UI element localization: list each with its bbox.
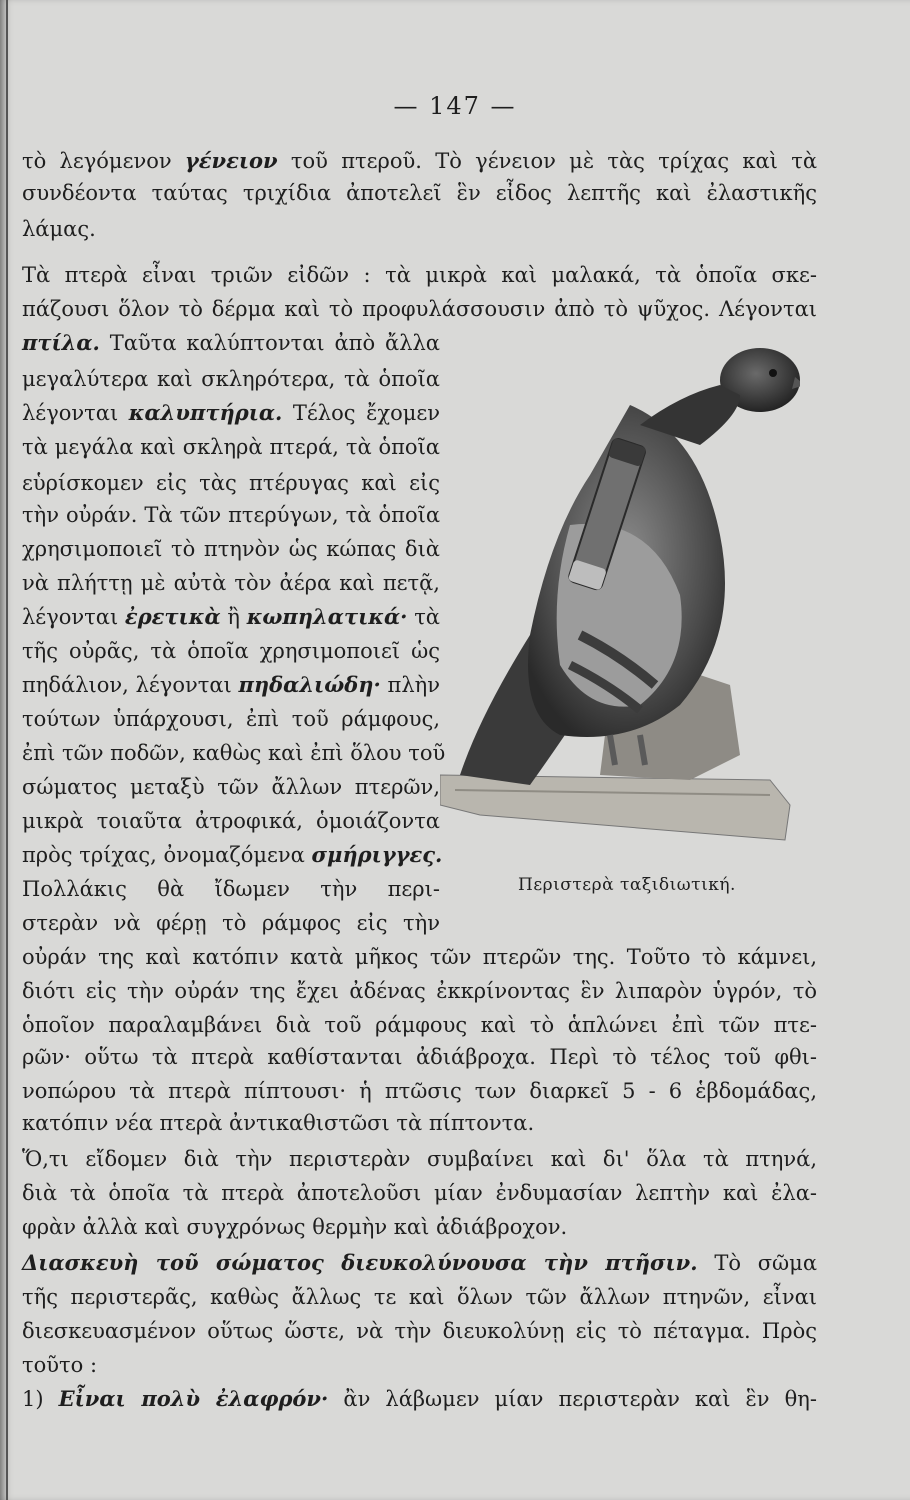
emphasized-term: πηδαλιώδη· xyxy=(238,672,381,697)
text-line: κατόπιν νέα πτερὰ ἀντικαθιστῶσι τὰ πίπτοντα. xyxy=(22,1111,535,1135)
text-line: πρὸς τρίχας, ὀνομαζόμενα σμήριγγες. xyxy=(22,842,443,867)
text-line: Διασκευὴ τοῦ σώματος διευκολύνουσα τὴν πτῆσιν. Τὸ σῶμα xyxy=(22,1250,817,1275)
text-line: στερὰν νὰ φέρῃ τὸ ράμφος εἰς τὴν xyxy=(22,911,440,935)
text-line: ἐπὶ τῶν ποδῶν, καθὼς καὶ ἐπὶ ὅλου τοῦ xyxy=(22,741,446,765)
text-line: ρῶν· οὕτω τὰ πτερὰ καθίστανται ἀδιάβροχα. Περὶ τὸ τέλος τοῦ φθι- xyxy=(22,1045,817,1069)
text-line: πηδάλιον, λέγονται πηδαλιώδη· πλὴν xyxy=(22,672,440,697)
text-line: εὑρίσκομεν εἰς τὰς πτέρυγας καὶ εἰς xyxy=(22,471,440,495)
text-line: τῆς οὐρᾶς, τὰ ὁποῖα χρησιμοποιεῖ ὡς xyxy=(22,639,440,663)
text-line: μικρὰ τοιαῦτα ἀτροφικά, ὁμοιάζοντα xyxy=(22,809,440,833)
text-line: συνδέοντα ταύτας τριχίδια ἀποτελεῖ ἓν εἶδος λεπτῆς καὶ ἐλαστικῆς xyxy=(22,181,817,205)
text-line: διότι εἰς τὴν οὐράν της ἔχει ἀδένας ἐκκρίνοντας ἓν λιπαρὸν ὑγρόν, τὸ xyxy=(22,979,817,1003)
text-line: τοῦτο : xyxy=(22,1353,98,1377)
text-line: διεσκευασμένον οὕτως ὥστε, νὰ τὴν διευκολύνῃ εἰς τὸ πέταγμα. Πρὸς xyxy=(22,1319,817,1343)
text-line: Τὰ πτερὰ εἶναι τριῶν εἰδῶν : τὰ μικρὰ καὶ μαλακά, τὰ ὁποῖα σκε- xyxy=(22,263,817,287)
text-line: Πολλάκις θὰ ἴδωμεν τὴν περι- xyxy=(22,877,440,901)
emphasized-term: κωπηλατικά· xyxy=(246,604,408,629)
text-line: νοπώρου τὰ πτερὰ πίπτουσι· ἡ πτῶσις των διαρκεῖ 5 - 6 ἑβδομάδας, xyxy=(22,1079,817,1103)
text-line: Ὅ,τι εἴδομεν διὰ τὴν περιστερὰν συμβαίνει καὶ δι' ὅλα τὰ πτηνά, xyxy=(22,1147,817,1171)
emphasized-term: σμήριγγες. xyxy=(311,842,443,867)
text-line: λέγονται ἐρετικὰ ἢ κωπηλατικά· τὰ xyxy=(22,604,440,629)
emphasized-term: καλυπτήρια. xyxy=(128,400,283,425)
text-line: πτίλα. Ταῦτα καλύπτονται ἀπὸ ἄλλα xyxy=(22,330,440,355)
text-line: τούτων ὑπάρχουσι, ἐπὶ τοῦ ράμφους, xyxy=(22,707,440,731)
text-line: τὰ μεγάλα καὶ σκληρὰ πτερά, τὰ ὁποῖα xyxy=(22,435,440,459)
page-number: — 147 — xyxy=(393,92,517,120)
emphasized-term: Διασκευὴ τοῦ σώματος διευκολύνουσα τὴν πτῆσιν. xyxy=(22,1250,698,1275)
text-line: ὁποῖον παραλαμβάνει διὰ τοῦ ράμφους καὶ τὸ ἁπλώνει ἐπὶ τῶν πτε- xyxy=(22,1013,817,1037)
text-line: χρησιμοποιεῖ τὸ πτηνὸν ὡς κώπας διὰ xyxy=(22,537,440,561)
emphasized-term: γένειον xyxy=(184,148,278,173)
text-line: πάζουσι ὅλον τὸ δέρμα καὶ τὸ προφυλάσσουσιν ἀπὸ τὸ ψῦχος. Λέγονται xyxy=(22,297,817,321)
text-line: τὸ λεγόμενον γένειον τοῦ πτεροῦ. Τὸ γένειον μὲ τὰς τρίχας καὶ τὰ xyxy=(22,148,817,173)
text-line: διὰ τὰ ὁποῖα τὰ πτερὰ ἀποτελοῦσι μίαν ἐνδυμασίαν λεπτὴν καὶ ἐλα- xyxy=(22,1181,817,1205)
text-line: σώματος μεταξὺ τῶν ἄλλων πτερῶν, xyxy=(22,775,440,799)
pigeon-illustration xyxy=(440,335,800,865)
page-edge-rule xyxy=(6,0,8,1500)
emphasized-term: πτίλα. xyxy=(22,330,100,355)
text-line: τῆς περιστερᾶς, καθὼς ἄλλως τε καὶ ὅλων τῶν ἄλλων πτηνῶν, εἶναι xyxy=(22,1285,817,1309)
emphasized-term: ἐρετικὰ xyxy=(124,604,221,629)
text-line: μεγαλύτερα καὶ σκληρότερα, τὰ ὁποῖα xyxy=(22,367,440,391)
text-line: οὐράν της καὶ κατόπιν κατὰ μῆκος τῶν πτερῶν της. Τοῦτο τὸ κάμνει, xyxy=(22,945,817,969)
text-line: λάμας. xyxy=(22,217,96,241)
text-line: τὴν οὐράν. Τὰ τῶν πτερύγων, τὰ ὁποῖα xyxy=(22,503,440,527)
text-line: νὰ πλήττῃ μὲ αὐτὰ τὸν ἀέρα καὶ πετᾷ, xyxy=(22,571,440,595)
text-line: λέγονται καλυπτήρια. Τέλος ἔχομεν xyxy=(22,400,441,425)
text-line: φρὰν ἀλλὰ καὶ συγχρόνως θερμὴν καὶ ἀδιάβροχον. xyxy=(22,1215,568,1239)
figure-caption: Περιστερὰ ταξιδιωτική. xyxy=(518,875,736,895)
emphasized-term: Εἶναι πολὺ ἐλαφρόν· xyxy=(58,1386,329,1411)
text-line: 1) Εἶναι πολὺ ἐλαφρόν· ἂν λάβωμεν μίαν περιστερὰν καὶ ἓν θη- xyxy=(22,1386,817,1411)
